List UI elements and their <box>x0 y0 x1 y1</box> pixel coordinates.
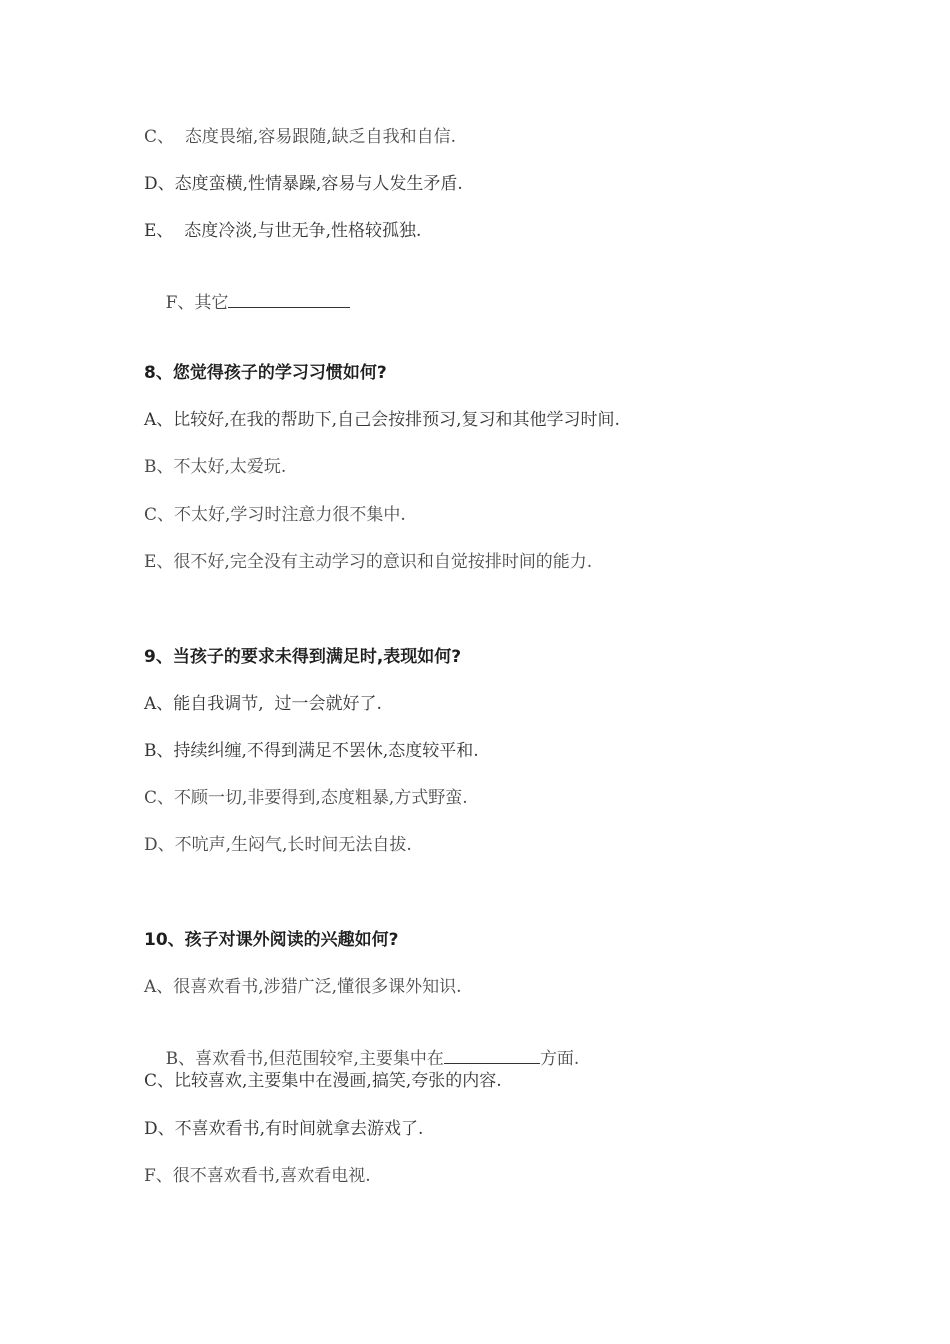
q8-option-e: E、很不好,完全没有主动学习的意识和自觉按排时间的能力. <box>144 552 593 572</box>
q8-option-b: B、不太好,太爱玩. <box>144 457 287 477</box>
q10-option-d: D、不喜欢看书,有时间就拿去游戏了. <box>144 1119 424 1139</box>
q7-option-e: E、 态度冷淡,与世无争,性格较孤独. <box>144 221 422 241</box>
q10-option-b-blank <box>444 1046 540 1064</box>
q9-question: 9、当孩子的要求未得到满足时,表现如何? <box>144 647 462 667</box>
q7-option-f-blank <box>228 290 350 308</box>
q10-question: 10、孩子对课外阅读的兴趣如何? <box>144 930 399 950</box>
q7-option-c: C、 态度畏缩,容易跟随,缺乏自我和自信. <box>144 127 457 147</box>
q10-option-c: C、比较喜欢,主要集中在漫画,搞笑,夸张的内容. <box>144 1071 502 1091</box>
q7-option-f <box>144 266 350 339</box>
q10-option-a: A、很喜欢看书,涉猎广泛,懂很多课外知识. <box>144 977 462 997</box>
q9-option-c: C、不顾一切,非要得到,态度粗暴,方式野蛮. <box>144 788 468 808</box>
q8-option-a: A、比较好,在我的帮助下,自己会按排预习,复习和其他学习时间. <box>144 410 620 430</box>
q8-option-c: C、不太好,学习时注意力很不集中. <box>144 505 406 525</box>
q8-question: 8、您觉得孩子的学习习惯如何? <box>144 363 387 383</box>
q10-option-f: F、很不喜欢看书,喜欢看电视. <box>144 1166 371 1186</box>
q9-option-a: A、能自我调节, 过一会就好了. <box>144 694 382 714</box>
q9-option-d: D、不吭声,生闷气,长时间无法自拔. <box>144 835 412 855</box>
q7-option-f-label: F、其它 <box>165 293 229 313</box>
q10-option-b-suffix: 方面. <box>539 1049 580 1069</box>
q7-option-d: D、态度蛮横,性情暴躁,容易与人发生矛盾. <box>144 174 463 194</box>
q10-option-b-label: B、喜欢看书,但范围较窄,主要集中在 <box>165 1049 444 1069</box>
q9-option-b: B、持续纠缠,不得到满足不罢休,态度较平和. <box>144 741 479 761</box>
